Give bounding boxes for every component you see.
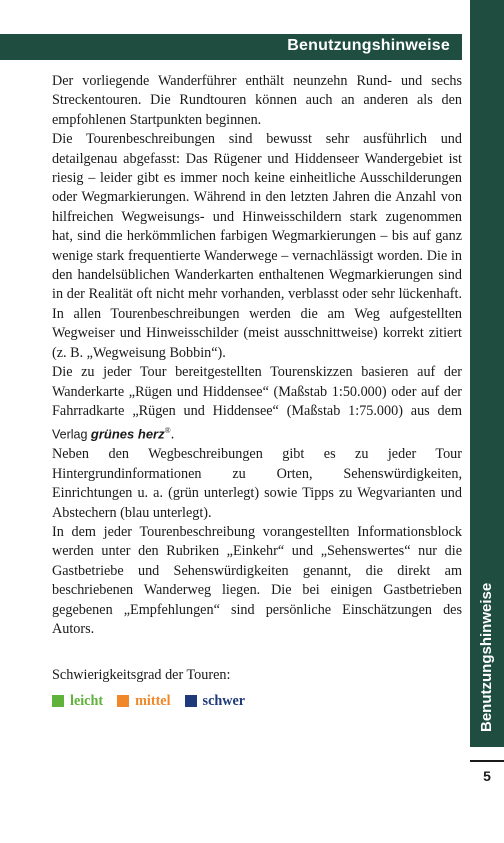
page-title: Benutzungshinweise [287,37,450,54]
green-square-icon [52,695,64,707]
publisher-prefix: Verlag [52,428,91,443]
orange-square-icon [117,695,129,707]
blue-square-icon [185,695,197,707]
paragraph-intro: Der vorliegende Wanderführer enthält neunzehn Rund- und sechs Streckentouren. Die Rundtouren können auch an anderen als den empfohlenen Startpunkten beginnen. [52,73,462,128]
legend-label-leicht: leicht [70,693,104,709]
paragraph-descriptions: Die Tourenbeschreibungen sind bewusst sehr ausführlich und detailgenau abgefasst: Das Rügener und Hiddenseer Wandergebiet ist riesig – leider gibt es immer noch keine einheitliche Ausschilderungen oder Wegmarkierungen. Während in den letzten Jahren die Anzahl von hilfreichen Wegweisungs- und Hinweisschildern stark zugenommen hat, sind die herkömmlichen farbigen Wegmarkierungen – bis auf ganz wenige stark frequentierte Wanderwege – vernachlässigt worden. Die in den handelsüblichen Wanderkarten enthaltenen Wegmarkierungen sind in der Realität oft nicht mehr vorhanden, verblasst oder sehr lückenhaft. In allen Tourenbeschreibungen werden die am Weg aufgestellten Wegweiser und Hinweisschilder (meist ausschnittweise) korrekt zitiert (z. B. „Wegweisung Bobbin“). [52,131,462,361]
legend-item-schwer [185,691,246,711]
paragraph-maps [52,363,462,445]
difficulty-section [52,665,462,711]
paragraph-background-info: Neben den Wegbeschreibungen gibt es zu jeder Tour Hintergrundinformationen zu Orten, Sehenswürdigkeiten, Einrichtungen u. a. (grün unterlegt) sowie Tipps zu Wegvarianten und Abstechern (blau unterlegt). [52,446,462,521]
page-number: 5 [483,768,491,784]
maps-text: Die zu jeder Tour bereitgestellten Tourenskizzen basieren auf der Wanderkarte „Rügen und Hiddensee“ (Maßstab 1:50.000) oder auf der Fahrradkarte „Rügen und Hiddensee“ (Maßstab 1:75.000) aus dem [52,364,462,419]
registered-mark: ® [164,426,171,436]
side-tab-label: Benutzungshinweise [478,582,495,733]
difficulty-legend [52,691,462,711]
header-bar [0,34,462,60]
legend-label-schwer: schwer [202,693,246,709]
page-number-divider [470,760,504,762]
paragraph-info-block: In dem jeder Tourenbeschreibung vorangestellten Informationsblock werden unter den Rubriken „Einkehr“ und „Sehenswertes“ nur die Gastbetriebe und Sehenswürdigkeiten genannt, die direkt am beschriebenen Wanderweg liegen. Die bei einigen Gastbetrieben gegebenen „Empfehlungen“ sind persönliche Einschätzungen des Autors. [52,524,462,638]
maps-text-end: . [170,427,175,444]
legend-item-leicht [52,691,103,711]
difficulty-label: Schwierigkeitsgrad der Touren: [52,667,231,683]
legend-label-mittel: mittel [135,693,171,709]
legend-item-mittel [117,691,170,711]
body-text [52,72,462,640]
publisher-name: grünes herz [90,427,165,443]
